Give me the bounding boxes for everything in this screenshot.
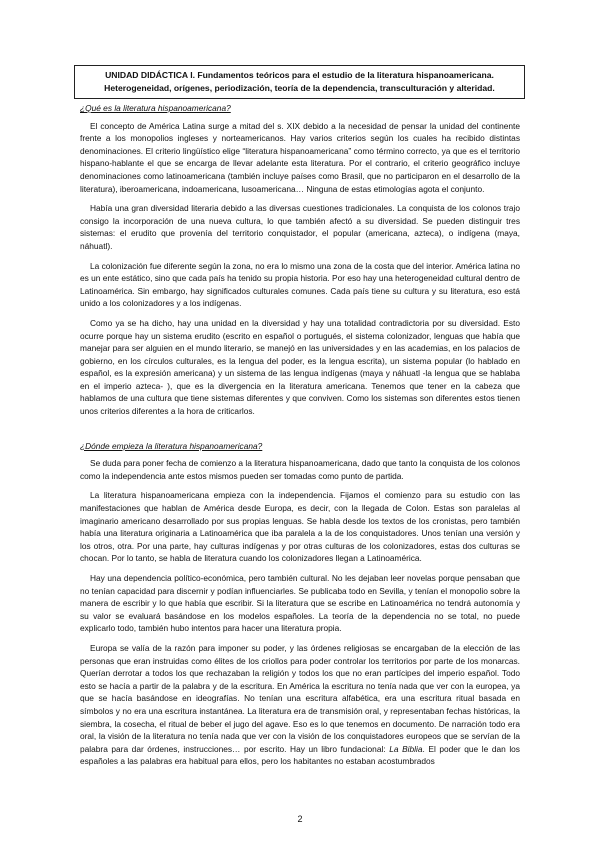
section-spacer [80,425,520,440]
page-number: 2 [297,814,303,824]
paragraph: La colonización fue diferente según la zona, no era lo mismo una zona de la costa que del interior. América latina no es un ente estático, sino que cada país ha tenido su propia historia. Por eso hay una heterogeneidad cultural dentro de Latinoamérica. Sin embargo, hay significados culturales comunes. Cada país tiene su cultura y su literatura, eso está unido a los colonizadores y a los indígenas. [80,260,520,309]
paragraph [80,642,520,768]
paragraph: El concepto de América Latina surge a mitad del s. XIX debido a la necesidad de pensar la unidad del continente frente a los monopolios ingleses y norteamericanos. Hay varios criterios según los cuales ha recibido distintas denominaciones. El criterio lingüístico elige “literatura hispanoamericana” como término correcto, ya que es el territorio hispano-hablante el que se encarga de llevar adelante esta literatura. Por el contrario, el criterio geográfico incluye denominaciones como latinoamericana (también incluye países como Brasil, que no participaron en el desarrollo de la literatura), iberoamericana, indoamericana, lusoamericana… Ninguna de estas etimologías agota el conjunto. [80,120,520,194]
unit-title-line-1: UNIDAD DIDÁCTICA I. Fundamentos teóricos para el estudio de la literatura hispanoamericana. [105,70,494,80]
document-body [80,102,520,775]
paragraph: Había una gran diversidad literaria debido a las diversas cuestiones tradicionales. La conquista de los colonos trajo consigo la incorporación de una nueva cultura, lo que también afectó a su diversidad. Se pueden distinguir tres sistemas: el erudito que provenía del territorio conquistador, el popular (americana, azteca), o indígena (maya, náhuatl). [80,203,520,251]
paragraph: Como ya se ha dicho, hay una unidad en la diversidad y hay una totalidad contradictoria por su diversidad. Esto ocurre porque hay un sistema erudito (escrito en español o portugués, el sistema colonizador, lenguas que había que manejar para ser alguien en el mundo literario, se manejó en las universidades y en las academias, en los palacios de gobierno, en los círculos culturales, es la lengua del poder, es la lengua escrita), un sistema popular (lo hablado en español, es la expresión americana) y un sistema de las lengua indígenas (maya y náhuatl -la lengua que se hablaba en el imperio azteca- ), que es la divergencia en la literatura americana. Tenemos que tener en la cabeza que hablamos de una cultura que tiene sistemas diferentes y que conviven. Como los sistemas son diferentes estos tienen unos criterios diferentes a la hora de criticarlos. [80,317,520,417]
book-title: La Biblia [389,743,423,754]
unit-title-box [74,65,525,99]
unit-title-line-2: Heterogeneidad, orígenes, periodización, teoría de la dependencia, transculturación y alteridad. [104,83,495,93]
paragraph-text: Europa se valía de la razón para imponer su poder, y las órdenes religiosas se encargaban de la elección de las personas que eran instruidas como élites de los criollos para poder controlar los territorios por parte de los monarcas. Querían derrotar a todos los que rechazaban la religión y todos los que no eran partícipes del imperio español. Todo esto se hacía a partir de la palabra y de la escritura. En América la escritura no tenía nada que ver con la europea, ya que se hacía basándose en ideografías. No tenían una escritura alfabética, era una escritura ritual basada en símbolos y no era una escritura instantánea. La literatura era de transmisión oral, y representaban fechas históricas, la siembra, la cosecha, el ritual de beber el jugo del agave. Eso es lo que tenemos en documento. De narración todo era oral, la visión de la literatura no tenía nada que ver con la visión de los conquistadores europeos que se servían de la palabra para dar órdenes, instrucciones… por escrito. Hay un libro fundacional: [80,642,520,754]
paragraph-text-end: . El poder que le dan los españoles a las palabras era habitual para ellos, pero los habitantes no estaban acostumbrados [80,743,520,767]
paragraph: Hay una dependencia político-económica, pero también cultural. No les dejaban leer novelas porque pensaban que no tenían capacidad para discernir y podían influenciarles. Se publicaba todo en Sevilla, y tenían el monopolio sobre la manera de escribir y lo que había que escribir. Si la literatura que se escribe en Latinoamérica no tendrá autonomía y su valor se evaluará basándose en los modelos españoles. La teoría de la dependencia no se total, no puede explicarlo todo, también hubo intentos para hacer una literatura propia. [80,573,520,634]
section-question-what-is: ¿Qué es la literatura hispanoamericana? [80,103,231,113]
paragraph: La literatura hispanoamericana empieza con la independencia. Fijamos el comienzo para su estudio con las manifestaciones que hablan de América desde Europa, es decir, con la llegada de Colon. Estas son paralelas al imaginario americano desarrollado por sus propias lenguas. Se habla desde los textos de los cronistas, pero también había una literatura originaria a Latinoamérica que iba paralela a la de los conquistadores. Unos tenían una versión y los otros, otra. Por una parte, hay culturas indígenas y por otras culturas de los colonizadores, estas dos culturas se chocan. Por lo tanto, se habla de literatura cuando los colonizadores llegan a Latinoamérica. [80,490,520,564]
paragraph: Se duda para poner fecha de comienzo a la literatura hispanoamericana, dado que tanto la conquista de los colonos como la independencia ante estos mismos pueden ser tomadas como punto de partida. [80,458,520,481]
section-question-where-begins: ¿Dónde empieza la literatura hispanoamericana? [80,440,263,451]
